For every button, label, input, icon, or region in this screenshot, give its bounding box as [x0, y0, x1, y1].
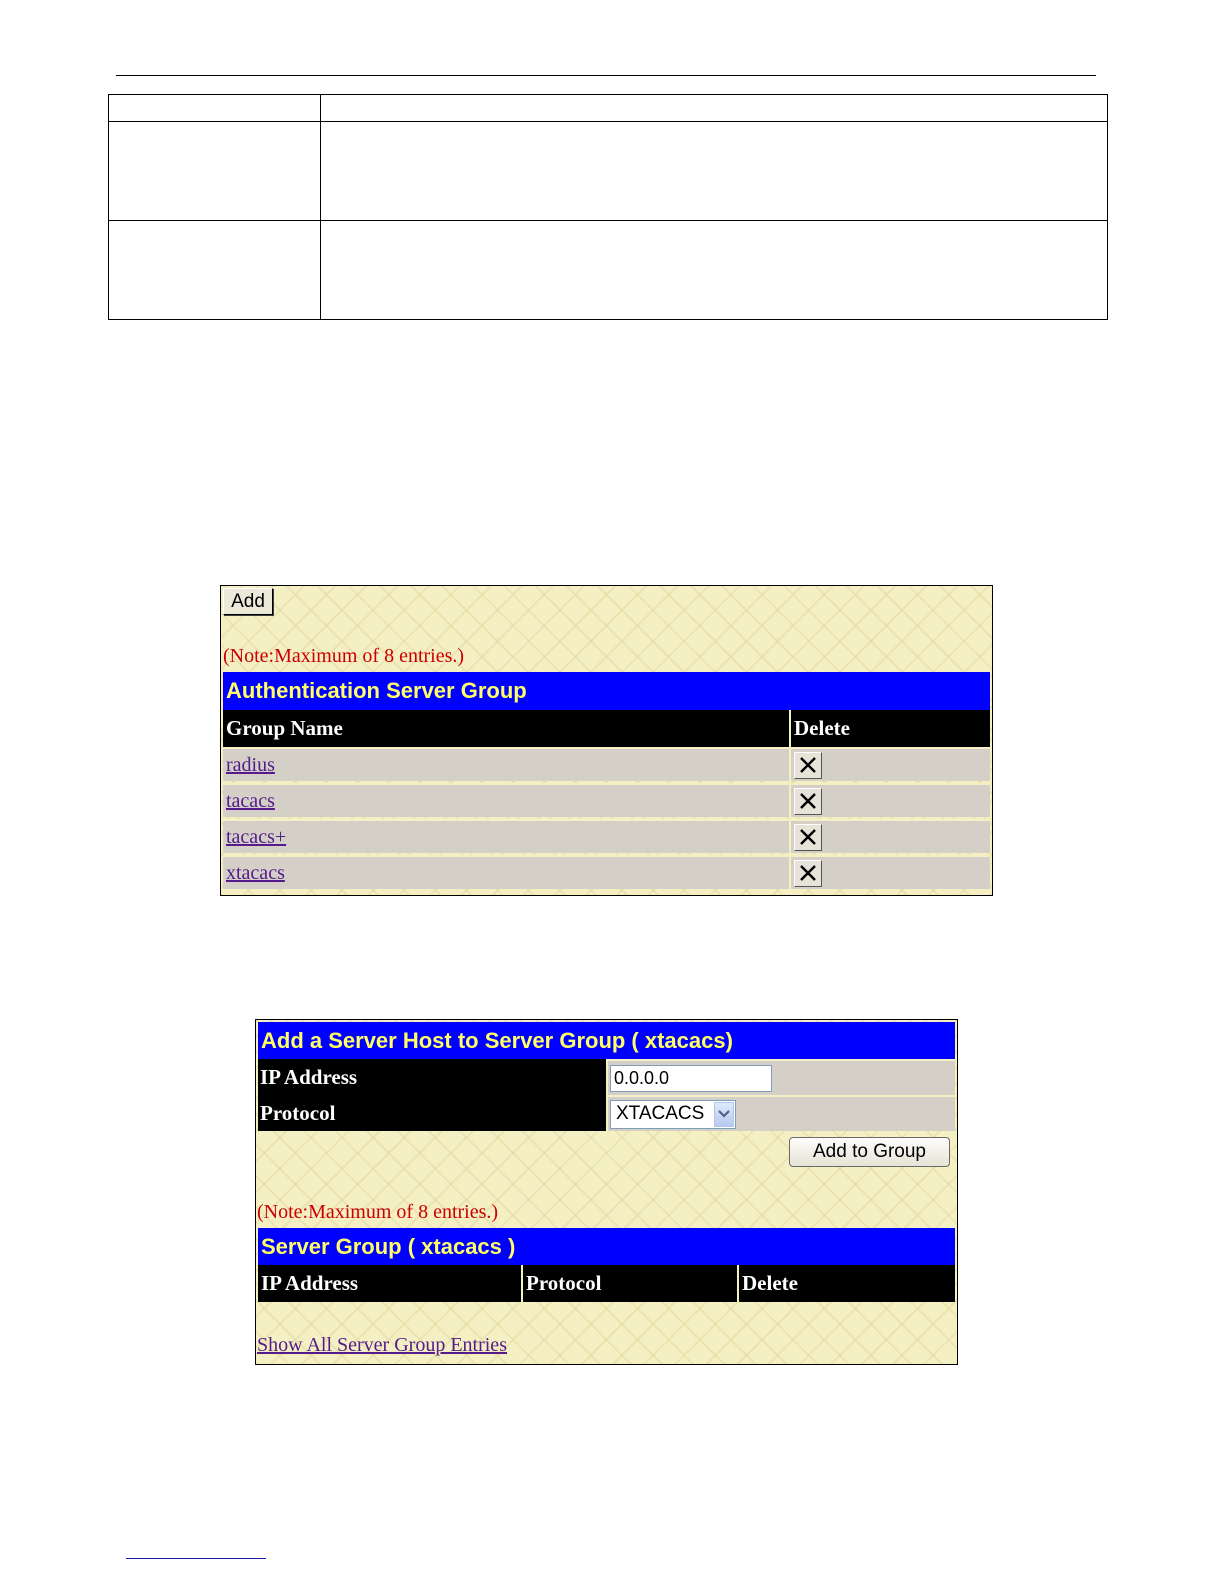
parameter-table [108, 94, 1108, 320]
x-icon [798, 863, 818, 883]
table-row [223, 819, 990, 853]
column-header-ip-address: IP Address [258, 1265, 523, 1302]
delete-xtacacs-button[interactable] [794, 860, 822, 887]
protocol-row [258, 1095, 955, 1131]
protocol-selected-value: XTACACS [616, 1103, 705, 1124]
footer-rule [126, 1558, 266, 1559]
column-header-group-name: Group Name [223, 710, 791, 747]
add-to-group-button[interactable]: Add to Group [789, 1137, 950, 1167]
authentication-server-group-panel [220, 585, 993, 896]
table-row [223, 855, 990, 889]
parameter-table-header [109, 95, 1108, 122]
x-icon [798, 791, 818, 811]
header-rule [116, 75, 1096, 76]
protocol-label: Protocol [258, 1095, 606, 1131]
panel-title: Add a Server Host to Server Group ( xtacacs) [258, 1022, 955, 1059]
x-icon [798, 827, 818, 847]
group-link-tacacs[interactable]: tacacs [226, 789, 275, 812]
add-server-host-panel [255, 1019, 958, 1365]
group-link-tacacs-plus[interactable]: tacacs+ [226, 825, 287, 848]
group-link-xtacacs[interactable]: xtacacs [226, 861, 285, 884]
delete-radius-button[interactable] [794, 752, 822, 779]
panel-title: Authentication Server Group [223, 672, 990, 710]
ip-address-row [258, 1059, 955, 1095]
ip-address-input[interactable] [610, 1065, 772, 1092]
group-link-radius[interactable]: radius [226, 753, 275, 776]
show-all-entries-link[interactable]: Show All Server Group Entries [257, 1334, 507, 1356]
column-header-delete: Delete [794, 716, 850, 740]
column-header-delete: Delete [742, 1271, 798, 1295]
table-row [223, 747, 990, 781]
table-row [223, 783, 990, 817]
chevron-down-icon[interactable] [714, 1102, 734, 1127]
delete-tacacs-plus-button[interactable] [794, 824, 822, 851]
ip-address-label: IP Address [258, 1059, 606, 1095]
add-button[interactable]: Add [223, 588, 273, 615]
table-header [258, 1265, 955, 1302]
x-icon [798, 755, 818, 775]
table-header [223, 710, 990, 747]
parameter-table-row [109, 122, 1108, 221]
max-entries-note: (Note:Maximum of 8 entries.) [223, 645, 465, 667]
delete-tacacs-button[interactable] [794, 788, 822, 815]
column-header-protocol: Protocol [523, 1265, 739, 1302]
protocol-select[interactable] [610, 1100, 736, 1129]
server-group-title: Server Group ( xtacacs ) [258, 1228, 955, 1265]
parameter-table-row [109, 221, 1108, 320]
max-entries-note: (Note:Maximum of 8 entries.) [257, 1201, 499, 1223]
